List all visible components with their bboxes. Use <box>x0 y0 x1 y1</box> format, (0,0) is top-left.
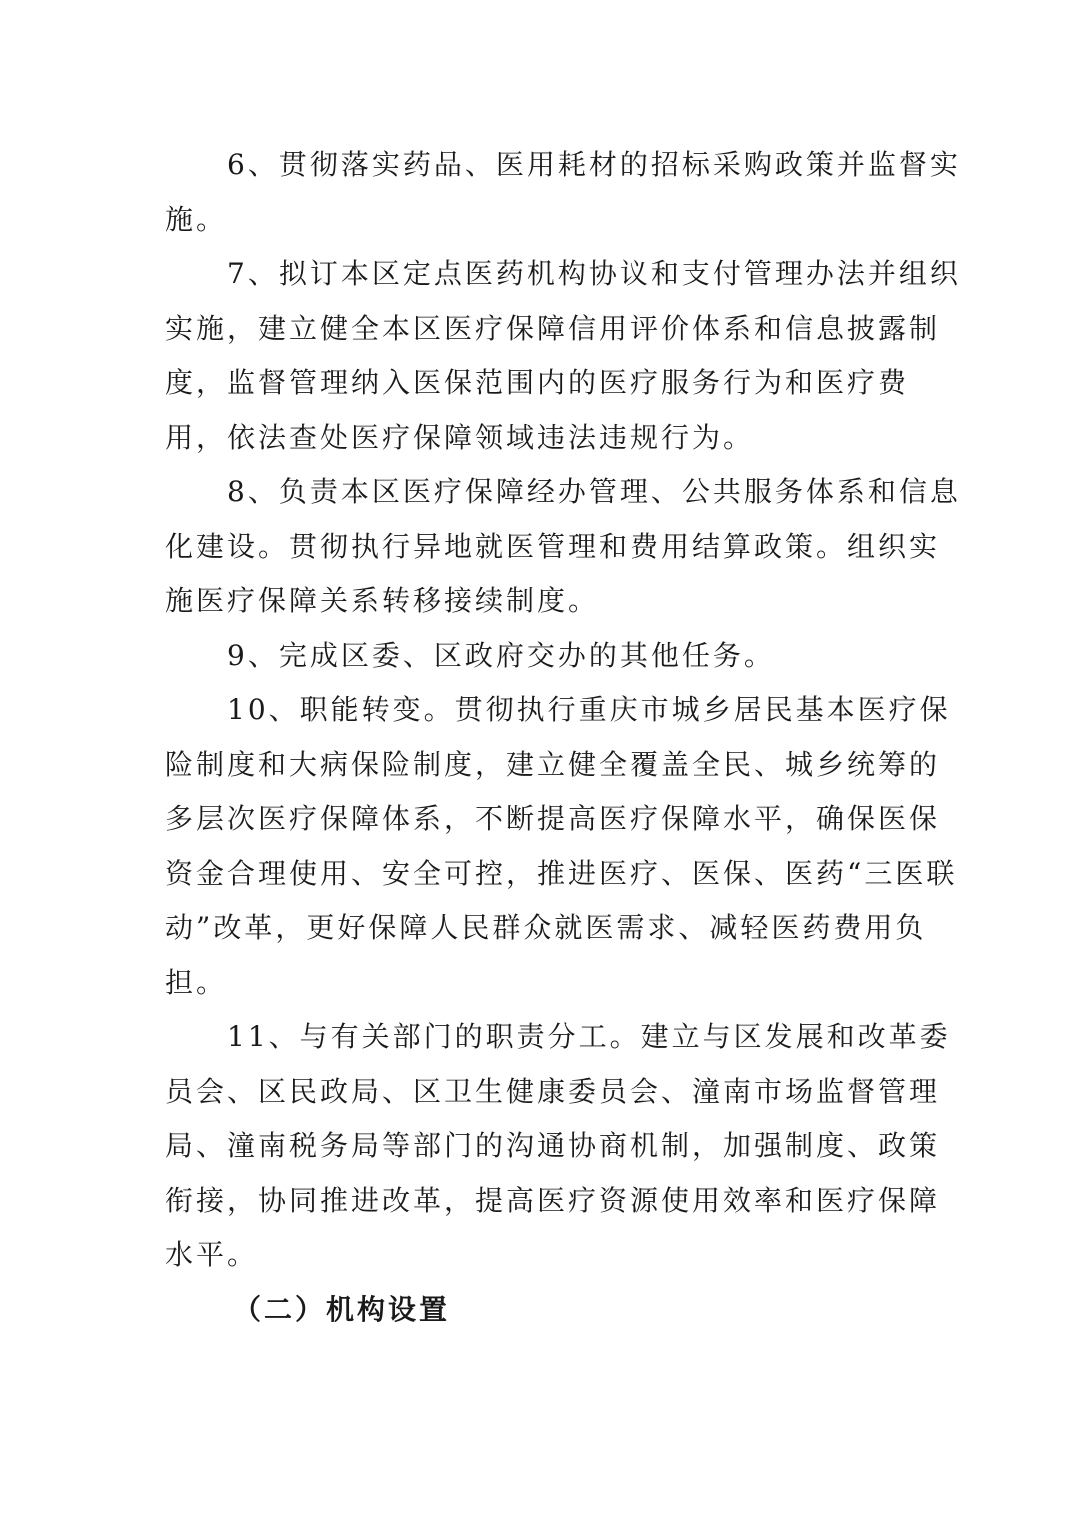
text-line: 6、贯彻落实药品、医用耗材的招标采购政策并监督实 <box>227 148 961 181</box>
text-line: 度，监督管理纳入医保范围内的医疗服务行为和医疗费 <box>165 366 910 399</box>
paragraph-item-10 <box>165 683 958 1010</box>
text-line: 化建设。贯彻执行异地就医管理和费用结算政策。组织实 <box>165 529 941 563</box>
text-line: 11、与有关部门的职责分工。建立与区发展和改革委 <box>227 1020 951 1053</box>
text-line: 实施，建立健全本区医疗保障信用评价体系和信息披露制 <box>165 311 941 345</box>
text-line: 8、负责本区医疗保障经办管理、公共服务体系和信息 <box>227 475 961 508</box>
text-line: 水平。 <box>165 1238 259 1271</box>
text-line: 局、潼南税务局等部门的沟通协商机制，加强制度、政策 <box>165 1129 941 1162</box>
text-line: 动”改革，更好保障人民群众就医需求、减轻医药费用负 <box>165 911 927 944</box>
text-line: 施医疗保障关系转移接续制度。 <box>165 584 600 617</box>
paragraph-item-7 <box>165 247 961 465</box>
section-heading: （二）机构设置 <box>233 1292 451 1326</box>
text-line: 10、职能转变。贯彻执行重庆市城乡居民基本医疗保 <box>227 693 951 726</box>
text-line: 员会、区民政局、区卫生健康委员会、潼南市场监督管理 <box>165 1074 941 1108</box>
text-line: 9、完成区委、区政府交办的其他任务。 <box>227 638 775 672</box>
text-line: 险制度和大病保险制度，建立健全覆盖全民、城乡统筹的 <box>165 747 941 781</box>
paragraph-item-6 <box>165 138 961 247</box>
text-line: 多层次医疗保障体系，不断提高医疗保障水平，确保医保 <box>165 802 941 835</box>
text-line: 7、拟订本区定点医药机构协议和支付管理办法并组织 <box>227 257 961 290</box>
text-line: 用，依法查处医疗保障领域违法违规行为。 <box>165 420 755 454</box>
text-line: 资金合理使用、安全可控，推进医疗、医保、医药“三医联 <box>165 856 958 890</box>
text-line: 施。 <box>165 202 228 236</box>
paragraph-item-9 <box>165 629 910 684</box>
text-line: 担。 <box>165 965 228 999</box>
document-body <box>165 138 961 1337</box>
paragraph-item-11 <box>165 1010 951 1283</box>
text-line: 衔接，协同推进改革，提高医疗资源使用效率和医疗保障 <box>165 1183 941 1217</box>
paragraph-item-8 <box>165 465 961 629</box>
